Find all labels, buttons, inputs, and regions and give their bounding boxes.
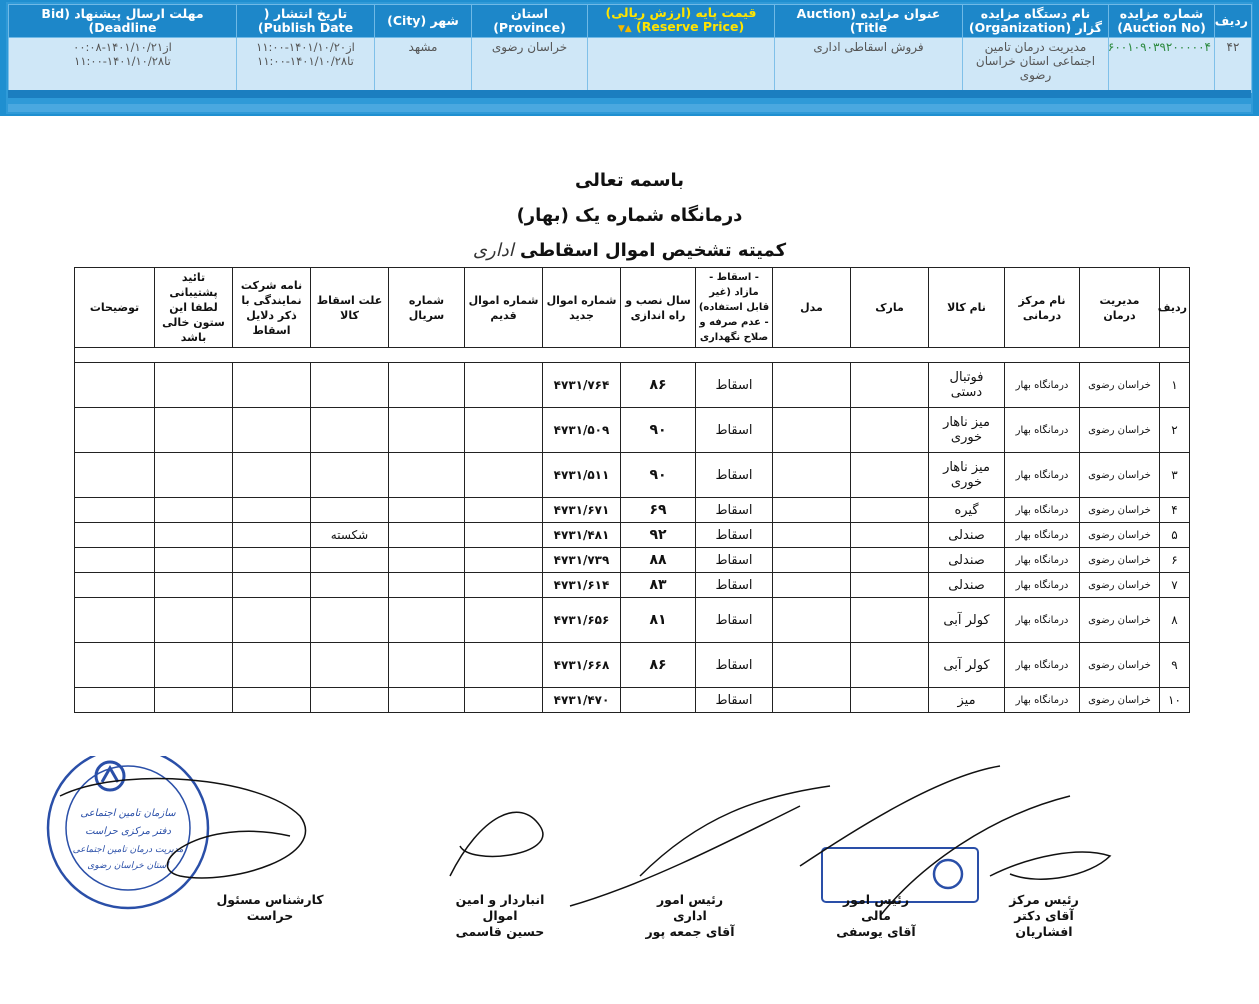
col-brand: مارک — [851, 268, 929, 348]
cell-management: خراسان رضوی — [1080, 548, 1160, 573]
cell-organization: مدیریت درمان تامین اجتماعی استان خراسان رضوی — [963, 38, 1109, 93]
sig-security-title: کارشناس مسئول حراست — [216, 892, 324, 923]
signature-area — [0, 756, 1259, 1004]
cell-model — [773, 363, 851, 408]
col-header-auction-no[interactable]: شماره مزایده (Auction No) — [1109, 5, 1215, 38]
table-row — [75, 688, 1190, 713]
col-header-row[interactable]: ردیف — [1215, 5, 1252, 38]
cell-company-letter — [233, 688, 311, 713]
cell-model — [773, 598, 851, 643]
cell-notes — [75, 573, 155, 598]
col-old-asset-no: شماره اموال قدیم — [465, 268, 543, 348]
cell-model — [773, 453, 851, 498]
cell-notes — [75, 598, 155, 643]
cell-status: اسقاط — [696, 498, 773, 523]
header-gap — [75, 348, 1190, 363]
col-header-province[interactable]: استان (Province) — [472, 5, 588, 38]
cell-model — [773, 548, 851, 573]
cell-row: ۹ — [1160, 643, 1190, 688]
cell-old-asset-no — [465, 453, 543, 498]
sig-security — [200, 892, 340, 924]
cell-row: ۳ — [1160, 453, 1190, 498]
cell-install-year — [621, 688, 696, 713]
cell-brand — [851, 498, 929, 523]
publish-from: از۱۴۰۱/۱۰/۲۰-۱۱:۰۰ — [256, 40, 355, 54]
cell-notes — [75, 453, 155, 498]
cell-model — [773, 688, 851, 713]
cell-management: خراسان رضوی — [1080, 643, 1160, 688]
cell-brand — [851, 688, 929, 713]
cell-item-name: صندلی — [929, 548, 1005, 573]
cell-install-year: ۶۹ — [621, 498, 696, 523]
cell-notes — [75, 498, 155, 523]
cell-status: اسقاط — [696, 453, 773, 498]
cell-scrap-reason — [311, 548, 389, 573]
cell-new-asset-no: ۴۷۳۱/۴۸۱ — [543, 523, 621, 548]
col-header-title[interactable]: عنوان مزایده (Auction Title) — [775, 5, 963, 38]
sort-arrow-icon: ▲▼ — [617, 24, 632, 34]
cell-province: خراسان رضوی — [472, 38, 588, 93]
handwritten-administrative: اداری — [472, 240, 514, 261]
cell-brand — [851, 573, 929, 598]
listing-footer-bar — [8, 104, 1251, 112]
cell-brand — [851, 408, 929, 453]
cell-company-letter — [233, 408, 311, 453]
cell-old-asset-no — [465, 408, 543, 453]
cell-serial-no — [389, 643, 465, 688]
sig-admin — [640, 892, 740, 940]
listing-divider — [8, 90, 1251, 98]
cell-bid-deadline — [9, 38, 237, 93]
col-scrap-reason: علت اسقاط کالا — [311, 268, 389, 348]
table-row — [75, 498, 1190, 523]
cell-status: اسقاط — [696, 688, 773, 713]
table-row — [75, 523, 1190, 548]
stamp-text-1: سازمان تامین اجتماعی — [80, 808, 176, 819]
col-header-organization[interactable]: نام دستگاه مزایده گزار (Organization) — [963, 5, 1109, 38]
col-header-bid-deadline[interactable]: مهلت ارسال پیشنهاد (Bid Deadline) — [9, 5, 237, 38]
stamp-text-3: مدیریت درمان تامین اجتماعی — [72, 845, 184, 855]
cell-publish-date — [237, 38, 375, 93]
cell-title[interactable]: فروش اسقاطی اداری — [775, 38, 963, 93]
sig-admin-name: آقای جمعه پور — [645, 924, 735, 939]
col-header-publish-date[interactable]: تاریخ انتشار ( Publish Date) — [237, 5, 375, 38]
cell-status: اسقاط — [696, 408, 773, 453]
cell-serial-no — [389, 548, 465, 573]
cell-model — [773, 523, 851, 548]
cell-support-approval — [155, 498, 233, 523]
cell-serial-no — [389, 453, 465, 498]
cell-old-asset-no — [465, 643, 543, 688]
cell-brand — [851, 453, 929, 498]
cell-serial-no — [389, 498, 465, 523]
cell-support-approval — [155, 408, 233, 453]
cell-support-approval — [155, 688, 233, 713]
cell-status: اسقاط — [696, 573, 773, 598]
cell-serial-no — [389, 573, 465, 598]
cell-row: ۲ — [1160, 408, 1190, 453]
col-row: ردیف — [1160, 268, 1190, 348]
col-support-approval: تائید پشتیبانی لطفا این ستون خالی باشد — [155, 268, 233, 348]
cell-reserve-price — [588, 38, 775, 93]
cell-model — [773, 498, 851, 523]
cell-item-name: کولر آبی — [929, 598, 1005, 643]
cell-management: خراسان رضوی — [1080, 598, 1160, 643]
cell-serial-no — [389, 598, 465, 643]
cell-item-name: میز ناهار خوری — [929, 453, 1005, 498]
col-model: مدل — [773, 268, 851, 348]
cell-old-asset-no — [465, 688, 543, 713]
header-gap-cell — [75, 348, 1190, 363]
cell-company-letter — [233, 523, 311, 548]
cell-scrap-reason — [311, 573, 389, 598]
cell-auction-no[interactable]: ۶۰۰۱۰۹۰۳۹۲۰۰۰۰۰۴ — [1109, 38, 1215, 93]
cell-item-name: گیره — [929, 498, 1005, 523]
cell-support-approval — [155, 598, 233, 643]
cell-support-approval — [155, 643, 233, 688]
sig-finance-title: رئیس امور مالی — [842, 892, 910, 923]
deadline-from: از۱۴۰۱/۱۰/۲۱-۰۰:۰۸ — [73, 40, 172, 54]
cell-center: درمانگاه بهار — [1005, 643, 1080, 688]
cell-notes — [75, 643, 155, 688]
cell-support-approval — [155, 548, 233, 573]
center-head-signature — [990, 852, 1110, 879]
cell-serial-no — [389, 408, 465, 453]
cell-scrap-reason: شکسته — [311, 523, 389, 548]
cell-old-asset-no — [465, 598, 543, 643]
cell-center: درمانگاه بهار — [1005, 523, 1080, 548]
sig-finance — [826, 892, 926, 940]
cell-company-letter — [233, 498, 311, 523]
cell-scrap-reason — [311, 643, 389, 688]
listing-header-row — [9, 5, 1252, 38]
cell-support-approval — [155, 453, 233, 498]
cell-brand — [851, 363, 929, 408]
sig-center-head-title: رئیس مرکز — [1009, 892, 1079, 907]
sig-storekeeper — [440, 892, 560, 940]
cell-brand — [851, 598, 929, 643]
cell-old-asset-no — [465, 573, 543, 598]
col-new-asset-no: شماره اموال جدید — [543, 268, 621, 348]
auction-listing-table — [0, 0, 1259, 116]
sig-center-head — [984, 892, 1104, 940]
doc-heading-committee — [0, 240, 1259, 261]
listing-row[interactable] — [9, 38, 1252, 93]
cell-scrap-reason — [311, 453, 389, 498]
doc-heading-clinic: درمانگاه شماره یک (بهار) — [516, 205, 743, 226]
reserve-price-label: قیمت پایه (ارزش ریالی) (Reserve Price) — [605, 5, 757, 34]
stamp-text-4: استان خراسان رضوی — [87, 861, 169, 871]
cell-row: ۱۰ — [1160, 688, 1190, 713]
col-install-year: سال نصب و راه اندازی — [621, 268, 696, 348]
cell-install-year: ۸۶ — [621, 363, 696, 408]
cell-city: مشهد — [375, 38, 472, 93]
col-center: نام مرکز درمانی — [1005, 268, 1080, 348]
cell-item-name: فوتبال دستی — [929, 363, 1005, 408]
cell-row: ۷ — [1160, 573, 1190, 598]
cell-index: ۴۲ — [1215, 38, 1252, 93]
table-row — [75, 643, 1190, 688]
cell-notes — [75, 408, 155, 453]
cell-management: خراسان رضوی — [1080, 408, 1160, 453]
cell-item-name: صندلی — [929, 523, 1005, 548]
deadline-to: تا۱۴۰۱/۱۰/۲۸-۱۱:۰۰ — [74, 54, 171, 68]
cell-item-name: صندلی — [929, 573, 1005, 598]
cell-install-year: ۸۱ — [621, 598, 696, 643]
table-row — [75, 598, 1190, 643]
col-management: مدیریت درمان — [1080, 268, 1160, 348]
table-row — [75, 573, 1190, 598]
cell-serial-no — [389, 523, 465, 548]
cell-scrap-reason — [311, 408, 389, 453]
cell-center: درمانگاه بهار — [1005, 548, 1080, 573]
cell-company-letter — [233, 573, 311, 598]
cell-notes — [75, 548, 155, 573]
cell-center: درمانگاه بهار — [1005, 363, 1080, 408]
cell-management: خراسان رضوی — [1080, 523, 1160, 548]
cell-old-asset-no — [465, 363, 543, 408]
items-header-row — [75, 268, 1190, 348]
stamp-logo-icon — [96, 762, 124, 790]
cell-brand — [851, 523, 929, 548]
sig-storekeeper-title: انباردار و امین اموال — [455, 892, 545, 923]
doc-heading-bismillah: باسمه تعالی — [574, 170, 685, 191]
cell-support-approval — [155, 363, 233, 408]
cell-new-asset-no: ۴۷۳۱/۴۷۰ — [543, 688, 621, 713]
cell-install-year: ۸۶ — [621, 643, 696, 688]
sig-storekeeper-name: حسین قاسمی — [455, 924, 545, 939]
table-row — [75, 408, 1190, 453]
col-company-letter: نامه شرکت نمایندگی با ذکر دلایل اسقاط — [233, 268, 311, 348]
sig-center-head-name: آقای دکتر افشاریان — [1014, 908, 1074, 939]
publish-to: تا۱۴۰۱/۱۰/۲۸-۱۱:۰۰ — [257, 54, 354, 68]
storekeeper-signature — [450, 812, 543, 876]
cell-new-asset-no: ۴۷۳۱/۵۱۱ — [543, 453, 621, 498]
stamp-text-2: دفتر مرکزی حراست — [85, 826, 171, 837]
scanned-document — [0, 116, 1259, 1004]
cell-new-asset-no: ۴۷۳۱/۵۰۹ — [543, 408, 621, 453]
cell-center: درمانگاه بهار — [1005, 688, 1080, 713]
listing-grid — [8, 4, 1252, 93]
cell-notes — [75, 363, 155, 408]
table-row — [75, 363, 1190, 408]
cell-scrap-reason — [311, 688, 389, 713]
cell-old-asset-no — [465, 498, 543, 523]
cell-management: خراسان رضوی — [1080, 573, 1160, 598]
cell-row: ۸ — [1160, 598, 1190, 643]
col-item-name: نام کالا — [929, 268, 1005, 348]
col-header-city[interactable]: شهر (City) — [375, 5, 472, 38]
cell-serial-no — [389, 688, 465, 713]
cell-company-letter — [233, 453, 311, 498]
cell-serial-no — [389, 363, 465, 408]
cell-management: خراسان رضوی — [1080, 453, 1160, 498]
sig-finance-name: آقای یوسفی — [836, 924, 916, 939]
cell-scrap-reason — [311, 498, 389, 523]
sig-admin-title: رئیس امور اداری — [656, 892, 724, 923]
cell-new-asset-no: ۴۷۳۱/۶۱۴ — [543, 573, 621, 598]
cell-status: اسقاط — [696, 548, 773, 573]
cell-status: اسقاط — [696, 523, 773, 548]
cell-install-year: ۹۰ — [621, 453, 696, 498]
cell-company-letter — [233, 643, 311, 688]
cell-row: ۴ — [1160, 498, 1190, 523]
table-row — [75, 548, 1190, 573]
cell-model — [773, 573, 851, 598]
cell-company-letter — [233, 548, 311, 573]
center-stamp-logo-icon — [934, 860, 962, 888]
cell-support-approval — [155, 573, 233, 598]
cell-model — [773, 643, 851, 688]
table-row — [75, 453, 1190, 498]
cell-center: درمانگاه بهار — [1005, 498, 1080, 523]
cell-center: درمانگاه بهار — [1005, 598, 1080, 643]
cell-install-year: ۸۸ — [621, 548, 696, 573]
scrap-items-table — [74, 267, 1190, 713]
cell-center: درمانگاه بهار — [1005, 453, 1080, 498]
cell-install-year: ۹۲ — [621, 523, 696, 548]
cell-row: ۵ — [1160, 523, 1190, 548]
cell-row: ۱ — [1160, 363, 1190, 408]
cell-old-asset-no — [465, 523, 543, 548]
cell-management: خراسان رضوی — [1080, 363, 1160, 408]
col-notes: توضیحات — [75, 268, 155, 348]
cell-new-asset-no: ۴۷۳۱/۷۶۴ — [543, 363, 621, 408]
cell-company-letter — [233, 363, 311, 408]
cell-install-year: ۹۰ — [621, 408, 696, 453]
admin-signature — [570, 786, 830, 906]
cell-new-asset-no: ۴۷۳۱/۶۷۱ — [543, 498, 621, 523]
cell-brand — [851, 643, 929, 688]
cell-new-asset-no: ۴۷۳۱/۷۳۹ — [543, 548, 621, 573]
cell-install-year: ۸۳ — [621, 573, 696, 598]
cell-item-name: کولر آبی — [929, 643, 1005, 688]
cell-model — [773, 408, 851, 453]
cell-notes — [75, 688, 155, 713]
cell-management: خراسان رضوی — [1080, 498, 1160, 523]
committee-title: کمیته تشخیص اموال اسقاطی — [520, 240, 787, 261]
cell-notes — [75, 523, 155, 548]
cell-management: خراسان رضوی — [1080, 688, 1160, 713]
col-header-reserve-price[interactable] — [588, 5, 775, 38]
cell-brand — [851, 548, 929, 573]
col-serial-no: شماره سریال — [389, 268, 465, 348]
cell-new-asset-no: ۴۷۳۱/۶۶۸ — [543, 643, 621, 688]
col-status: - اسقاط - مازاد (غیر قابل استفاده) - عدم صرفه و صلاح نگهداری — [696, 268, 773, 348]
cell-item-name: میز — [929, 688, 1005, 713]
cell-center: درمانگاه بهار — [1005, 573, 1080, 598]
cell-status: اسقاط — [696, 598, 773, 643]
cell-row: ۶ — [1160, 548, 1190, 573]
cell-status: اسقاط — [696, 643, 773, 688]
cell-new-asset-no: ۴۷۳۱/۶۵۶ — [543, 598, 621, 643]
cell-scrap-reason — [311, 363, 389, 408]
cell-scrap-reason — [311, 598, 389, 643]
cell-old-asset-no — [465, 548, 543, 573]
cell-item-name: میز ناهار خوری — [929, 408, 1005, 453]
cell-status: اسقاط — [696, 363, 773, 408]
cell-company-letter — [233, 598, 311, 643]
cell-support-approval — [155, 523, 233, 548]
cell-center: درمانگاه بهار — [1005, 408, 1080, 453]
